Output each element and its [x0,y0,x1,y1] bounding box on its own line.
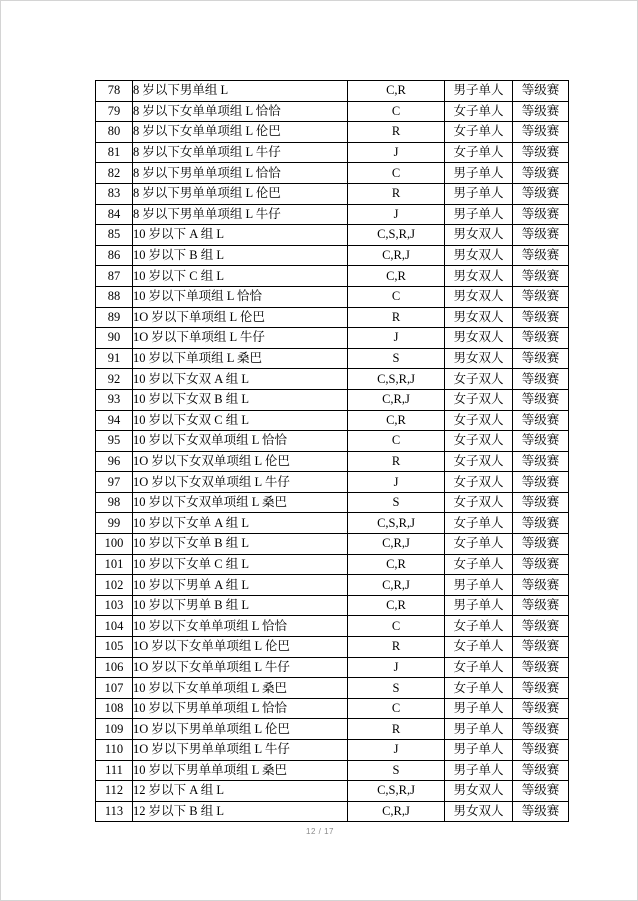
table-row [96,286,569,307]
event-number: 87 [96,266,133,287]
table-row [96,431,569,452]
table-row [96,575,569,596]
event-level: 等级赛 [513,431,569,452]
event-level: 等级赛 [513,163,569,184]
event-number: 99 [96,513,133,534]
event-entry-type: 女子单人 [445,657,513,678]
event-name: 8 岁以下女单单项组 L 恰恰 [133,101,348,122]
event-number: 108 [96,698,133,719]
event-name: 10 岁以下单项组 L 桑巴 [133,348,348,369]
table-row [96,183,569,204]
event-entry-type: 女子双人 [445,431,513,452]
event-entry-type: 男子单人 [445,81,513,102]
event-dances: C [348,698,445,719]
event-number: 102 [96,575,133,596]
event-schedule-table [95,80,569,822]
event-entry-type: 男女双人 [445,328,513,349]
event-dances: C [348,163,445,184]
event-number: 111 [96,760,133,781]
event-dances: S [348,492,445,513]
event-number: 109 [96,719,133,740]
event-level: 等级赛 [513,101,569,122]
event-dances: C,S,R,J [348,781,445,802]
event-dances: J [348,657,445,678]
event-entry-type: 女子单人 [445,534,513,555]
event-dances: S [348,348,445,369]
event-number: 89 [96,307,133,328]
event-level: 等级赛 [513,328,569,349]
event-name: 10 岁以下 B 组 L [133,245,348,266]
table-row [96,616,569,637]
event-level: 等级赛 [513,575,569,596]
event-dances: J [348,740,445,761]
event-number: 82 [96,163,133,184]
event-name: 10 岁以下女双单项组 L 恰恰 [133,431,348,452]
event-level: 等级赛 [513,534,569,555]
event-name: 1O 岁以下单项组 L 牛仔 [133,328,348,349]
event-name: 1O 岁以下女双单项组 L 牛仔 [133,472,348,493]
table-row [96,740,569,761]
event-entry-type: 女子单人 [445,101,513,122]
table-row [96,245,569,266]
event-name: 12 岁以下 B 组 L [133,801,348,822]
event-level: 等级赛 [513,286,569,307]
event-dances: C,R [348,410,445,431]
event-entry-type: 男女双人 [445,801,513,822]
event-entry-type: 女子单人 [445,678,513,699]
event-number: 88 [96,286,133,307]
event-name: 1O 岁以下女单单项组 L 牛仔 [133,657,348,678]
event-number: 80 [96,122,133,143]
event-level: 等级赛 [513,719,569,740]
event-entry-type: 男子单人 [445,698,513,719]
table-row [96,389,569,410]
event-level: 等级赛 [513,513,569,534]
event-number: 85 [96,225,133,246]
event-dances: R [348,637,445,658]
event-entry-type: 男女双人 [445,286,513,307]
event-number: 98 [96,492,133,513]
event-number: 94 [96,410,133,431]
table-row [96,369,569,390]
event-level: 等级赛 [513,698,569,719]
event-level: 等级赛 [513,616,569,637]
event-entry-type: 男子单人 [445,575,513,596]
event-number: 101 [96,554,133,575]
table-row [96,801,569,822]
event-name: 10 岁以下 C 组 L [133,266,348,287]
event-number: 96 [96,451,133,472]
event-dances: C,R,J [348,534,445,555]
event-dances: C,S,R,J [348,513,445,534]
table-row [96,534,569,555]
event-dances: C [348,101,445,122]
event-dances: C,S,R,J [348,225,445,246]
event-level: 等级赛 [513,142,569,163]
event-entry-type: 男子单人 [445,719,513,740]
event-entry-type: 女子双人 [445,389,513,410]
event-entry-type: 男子单人 [445,163,513,184]
event-level: 等级赛 [513,266,569,287]
event-dances: C,S,R,J [348,369,445,390]
event-entry-type: 男女双人 [445,225,513,246]
table-row [96,472,569,493]
event-level: 等级赛 [513,348,569,369]
event-name: 10 岁以下女单 C 组 L [133,554,348,575]
event-name: 1O 岁以下男单单项组 L 牛仔 [133,740,348,761]
event-name: 10 岁以下女单 B 组 L [133,534,348,555]
event-entry-type: 女子双人 [445,369,513,390]
event-name: 10 岁以下男单 B 组 L [133,595,348,616]
event-dances: S [348,760,445,781]
event-level: 等级赛 [513,225,569,246]
event-dances: C [348,286,445,307]
event-level: 等级赛 [513,122,569,143]
event-number: 92 [96,369,133,390]
event-level: 等级赛 [513,81,569,102]
event-number: 112 [96,781,133,802]
event-number: 100 [96,534,133,555]
event-entry-type: 男子单人 [445,204,513,225]
event-level: 等级赛 [513,595,569,616]
event-level: 等级赛 [513,389,569,410]
event-entry-type: 男子单人 [445,183,513,204]
page-indicator: 12 / 17 [306,827,334,836]
event-name: 8 岁以下男单单项组 L 牛仔 [133,204,348,225]
event-entry-type: 女子双人 [445,492,513,513]
event-level: 等级赛 [513,245,569,266]
event-dances: C,R,J [348,801,445,822]
event-name: 8 岁以下男单单项组 L 伦巴 [133,183,348,204]
event-level: 等级赛 [513,801,569,822]
event-entry-type: 女子单人 [445,122,513,143]
event-number: 79 [96,101,133,122]
table-row [96,760,569,781]
event-level: 等级赛 [513,554,569,575]
event-level: 等级赛 [513,657,569,678]
table-row [96,719,569,740]
event-number: 93 [96,389,133,410]
table-row [96,204,569,225]
table-row [96,410,569,431]
event-entry-type: 男女双人 [445,266,513,287]
event-dances: J [348,142,445,163]
event-level: 等级赛 [513,637,569,658]
table-row [96,637,569,658]
table-row [96,595,569,616]
event-level: 等级赛 [513,307,569,328]
event-entry-type: 男子单人 [445,760,513,781]
table-row [96,225,569,246]
event-entry-type: 男子单人 [445,740,513,761]
event-name: 1O 岁以下女双单项组 L 伦巴 [133,451,348,472]
event-level: 等级赛 [513,451,569,472]
event-entry-type: 男女双人 [445,781,513,802]
table-row [96,781,569,802]
event-number: 105 [96,637,133,658]
event-entry-type: 男女双人 [445,348,513,369]
event-entry-type: 女子单人 [445,637,513,658]
event-entry-type: 男女双人 [445,245,513,266]
event-dances: C,R [348,595,445,616]
event-level: 等级赛 [513,760,569,781]
event-name: 8 岁以下女单单项组 L 伦巴 [133,122,348,143]
event-number: 86 [96,245,133,266]
event-number: 104 [96,616,133,637]
event-entry-type: 女子单人 [445,142,513,163]
table-row [96,492,569,513]
event-dances: S [348,678,445,699]
event-name: 10 岁以下男单单项组 L 桑巴 [133,760,348,781]
event-number: 106 [96,657,133,678]
event-name: 10 岁以下女双 C 组 L [133,410,348,431]
table-row [96,266,569,287]
event-level: 等级赛 [513,472,569,493]
event-name: 10 岁以下女单 A 组 L [133,513,348,534]
event-name: 8 岁以下女单单项组 L 牛仔 [133,142,348,163]
event-number: 113 [96,801,133,822]
event-level: 等级赛 [513,204,569,225]
table-row [96,122,569,143]
event-dances: C,R,J [348,245,445,266]
event-number: 90 [96,328,133,349]
event-entry-type: 女子双人 [445,451,513,472]
event-name: 1O 岁以下男单单项组 L 伦巴 [133,719,348,740]
event-number: 83 [96,183,133,204]
event-dances: C,R [348,81,445,102]
event-dances: R [348,451,445,472]
event-name: 10 岁以下女单单项组 L 恰恰 [133,616,348,637]
event-name: 8 岁以下男单组 L [133,81,348,102]
event-entry-type: 女子双人 [445,410,513,431]
event-number: 81 [96,142,133,163]
table-row [96,554,569,575]
event-name: 10 岁以下男单 A 组 L [133,575,348,596]
event-dances: R [348,719,445,740]
event-number: 78 [96,81,133,102]
event-entry-type: 男子单人 [445,595,513,616]
event-number: 97 [96,472,133,493]
event-name: 8 岁以下男单单项组 L 恰恰 [133,163,348,184]
event-level: 等级赛 [513,183,569,204]
event-dances: R [348,122,445,143]
event-name: 10 岁以下女双 A 组 L [133,369,348,390]
event-name: 10 岁以下男单单项组 L 恰恰 [133,698,348,719]
event-dances: R [348,183,445,204]
event-dances: J [348,472,445,493]
event-name: 1O 岁以下女单单项组 L 伦巴 [133,637,348,658]
event-name: 10 岁以下单项组 L 恰恰 [133,286,348,307]
event-name: 10 岁以下女单单项组 L 桑巴 [133,678,348,699]
event-name: 10 岁以下女双单项组 L 桑巴 [133,492,348,513]
event-dances: C [348,616,445,637]
table-row [96,451,569,472]
event-dances: C,R,J [348,575,445,596]
table-row [96,678,569,699]
event-number: 91 [96,348,133,369]
table-row [96,328,569,349]
table-row [96,307,569,328]
event-level: 等级赛 [513,369,569,390]
table-row [96,163,569,184]
event-name: 10 岁以下女双 B 组 L [133,389,348,410]
event-level: 等级赛 [513,781,569,802]
event-dances: C,R [348,554,445,575]
table-row [96,101,569,122]
event-dances: C,R [348,266,445,287]
event-name: 1O 岁以下单项组 L 伦巴 [133,307,348,328]
event-number: 107 [96,678,133,699]
event-dances: J [348,204,445,225]
event-level: 等级赛 [513,678,569,699]
event-dances: C [348,431,445,452]
event-number: 110 [96,740,133,761]
event-dances: J [348,328,445,349]
event-schedule-body [96,81,569,822]
event-entry-type: 女子双人 [445,472,513,493]
event-dances: R [348,307,445,328]
event-entry-type: 女子单人 [445,513,513,534]
event-number: 84 [96,204,133,225]
table-row [96,142,569,163]
event-entry-type: 男女双人 [445,307,513,328]
event-number: 103 [96,595,133,616]
event-level: 等级赛 [513,492,569,513]
table-row [96,657,569,678]
event-name: 10 岁以下 A 组 L [133,225,348,246]
event-level: 等级赛 [513,740,569,761]
event-dances: C,R,J [348,389,445,410]
table-row [96,348,569,369]
table-row [96,513,569,534]
event-name: 12 岁以下 A 组 L [133,781,348,802]
event-entry-type: 女子单人 [445,616,513,637]
event-entry-type: 女子单人 [445,554,513,575]
table-row [96,698,569,719]
table-row [96,81,569,102]
event-level: 等级赛 [513,410,569,431]
event-number: 95 [96,431,133,452]
